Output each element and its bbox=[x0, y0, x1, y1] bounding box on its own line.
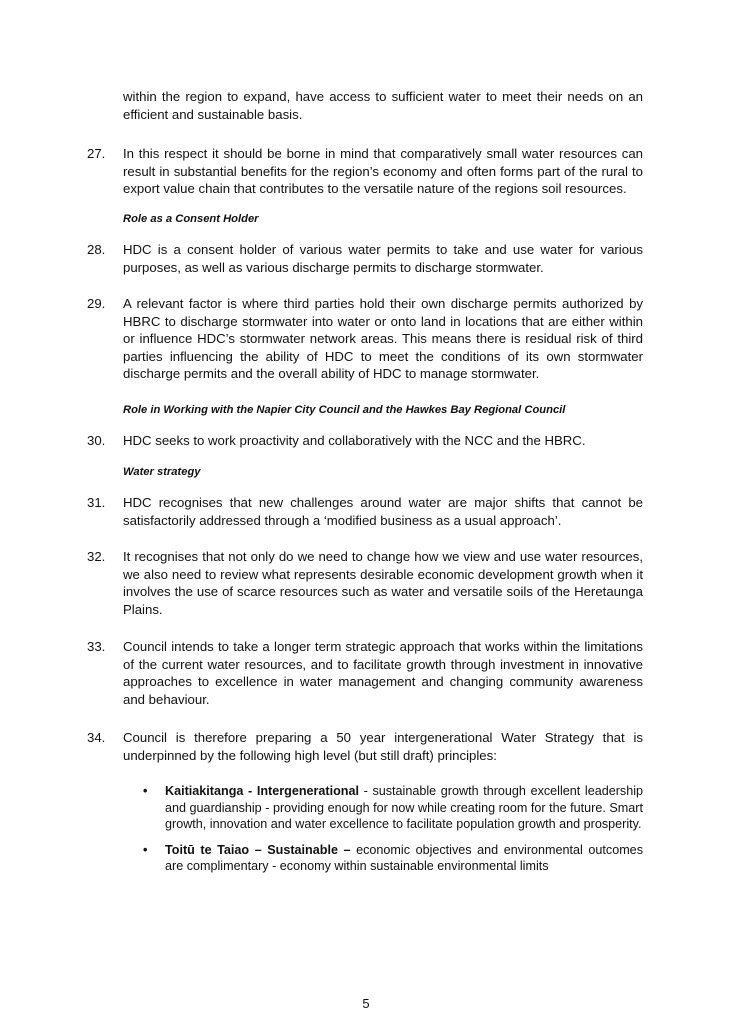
section-heading-consent-holder: Role as a Consent Holder bbox=[123, 213, 259, 225]
paragraph-number: 33. bbox=[87, 639, 106, 654]
principle-kaitiakitanga bbox=[143, 783, 644, 833]
principle-toitu-te-taiao bbox=[143, 842, 643, 875]
bullet-icon: • bbox=[143, 784, 148, 798]
section-heading-working-with: Role in Working with the Napier City Council and the Hawkes Bay Regional Council bbox=[123, 404, 566, 416]
paragraph-27 bbox=[87, 145, 643, 198]
paragraph-30 bbox=[87, 432, 643, 450]
paragraph-text: HDC is a consent holder of various water permits to take and use water for various purposes, as well as various discharge permits to discharge stormwater. bbox=[123, 242, 643, 275]
paragraph-number: 27. bbox=[87, 146, 106, 161]
paragraph-33 bbox=[87, 638, 643, 708]
paragraph-number: 31. bbox=[87, 495, 106, 510]
principle-text: economic objectives and environmental outcomes are complimentary - economy within sustainable environmental limits bbox=[165, 842, 643, 873]
section-heading-water-strategy: Water strategy bbox=[123, 466, 201, 478]
paragraph-28 bbox=[87, 241, 643, 276]
paragraph-34 bbox=[87, 729, 643, 764]
paragraph-number: 32. bbox=[87, 549, 106, 564]
paragraph-text: HDC recognises that new challenges around water are major shifts that cannot be satisfactorily addressed through a ‘modified business as a usual approach’. bbox=[123, 495, 643, 528]
paragraph-29 bbox=[87, 295, 643, 383]
principle-text: - sustainable growth through excellent leadership and guardianship - providing enough for now while creating room for the future. Smart growth, innovation and water excellence to facilitate population growth and prosperity. bbox=[165, 784, 644, 831]
paragraph-text: Council intends to take a longer term strategic approach that works within the limitations of the current water resources, and to facilitate growth through investment in innovative approaches to excellence in water management and changing community awareness and behaviour. bbox=[123, 639, 643, 707]
paragraph-number: 34. bbox=[87, 730, 106, 745]
bullet-icon: • bbox=[143, 842, 148, 857]
paragraph-text: Council is therefore preparing a 50 year intergenerational Water Strategy that is underpinned by the following high level (but still draft) principles: bbox=[123, 730, 643, 763]
paragraph-text: It recognises that not only do we need to change how we view and use water resources, we also need to review what represents desirable economic development growth when it involves the use of scarce resources such as water and versatile soils of the Heretaunga Plains. bbox=[123, 549, 643, 617]
principle-title: Kaitiakitanga - Intergenerational bbox=[165, 784, 360, 798]
paragraph-number: 29. bbox=[87, 296, 106, 311]
intro-paragraph: within the region to expand, have access to sufficient water to meet their needs on an efficient and sustainable basis. bbox=[123, 89, 643, 122]
paragraph-text: A relevant factor is where third parties hold their own discharge permits authorized by HBRC to discharge stormwater into water or onto land in locations that are either within or influence HDC’s stormwater network areas. This means there is residual risk of third parties influencing the ability of HDC to meet the conditions of its own stormwater discharge permits and the overall ability of HDC to manage stormwater. bbox=[123, 296, 643, 381]
paragraph-text: In this respect it should be borne in mind that comparatively small water resources can result in substantial benefits for the region’s economy and often forms part of the rural to export value chain that contributes to the versatile nature of the regions soil resources. bbox=[123, 146, 643, 196]
paragraph-32 bbox=[87, 548, 643, 618]
paragraph-number: 30. bbox=[87, 433, 106, 448]
paragraph-31 bbox=[87, 494, 643, 529]
page-number: 5 bbox=[362, 996, 370, 1011]
principle-title: Toitū te Taiao – Sustainable – bbox=[165, 842, 351, 857]
paragraph-number: 28. bbox=[87, 242, 106, 257]
paragraph-text: HDC seeks to work proactivity and collaboratively with the NCC and the HBRC. bbox=[123, 433, 586, 448]
principles-list bbox=[143, 783, 644, 884]
